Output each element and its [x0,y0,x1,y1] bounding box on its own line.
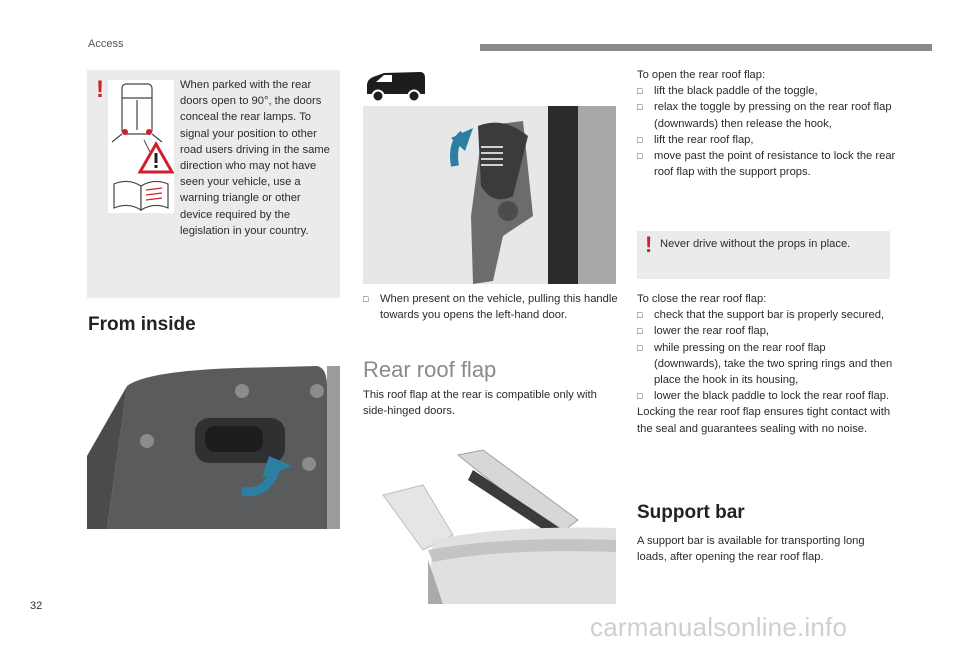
open-steps-intro: To open the rear roof flap: [637,69,766,81]
door-handle-photo [87,346,340,529]
warning-exclamation-icon: ! [96,76,104,103]
list-item: □ lower the black paddle to lock the rear roof flap. [637,388,895,404]
from-inside-heading: From inside [88,314,196,335]
header-bar [480,44,932,51]
warning-triangle-icon [140,144,172,172]
roof-flap-toggle-photo [363,106,616,284]
list-item: □ lower the rear roof flap, [637,323,895,339]
van-silhouette-icon [364,70,426,104]
watermark: carmanualsonline.info [590,612,848,642]
support-bar-text: A support bar is available for transporting long loads, after opening the rear roof flap. [637,535,865,564]
warning-illustration [108,80,174,213]
open-steps [637,67,897,180]
list-item: □ lift the rear roof flap, [637,132,897,148]
list-item: □ move past the point of resistance to lock the rear roof flap with the support props. [637,148,897,180]
list-item: □ relax the toggle by pressing on the rear roof flap (downwards) then release the hook, [637,99,897,131]
list-item: □ while pressing on the rear roof flap (downwards), take the two spring rings and then place the hook in its housing, [637,340,895,389]
list-item: □ When present on the vehicle, pulling this handle towards you opens the left-hand door. [363,291,625,323]
page-number: 32 [30,600,43,612]
rear-roof-flap-photo [363,440,616,604]
section-label: Access [88,38,124,50]
rear-roof-flap-intro: This roof flap at the rear is compatible only with side-hinged doors. [363,389,597,418]
list-item: □ check that the support bar is properly secured, [637,307,895,323]
list-item: □ lift the black paddle of the toggle, [637,83,897,99]
van-top-view-icon [112,84,162,142]
warning-exclamation-icon: ! [645,232,653,257]
close-steps-intro: To close the rear roof flap: [637,293,767,305]
close-steps [637,291,895,437]
warning-text: When parked with the rear doors open to 90°, the doors conceal the rear lamps. To signal your position to other road users driving in the same direction who may not have seen your vehicle, use a warning triangle or other device required by the legislation in your country. [180,79,330,237]
support-bar-heading: Support bar [637,502,745,523]
note-text: Never drive without the props in place. [660,238,851,250]
close-steps-outro: Locking the rear roof flap ensures tight contact with the seal and guarantees sealing with no noise. [637,406,891,435]
rear-roof-flap-heading: Rear roof flap [363,357,497,382]
manual-book-icon [114,181,168,210]
